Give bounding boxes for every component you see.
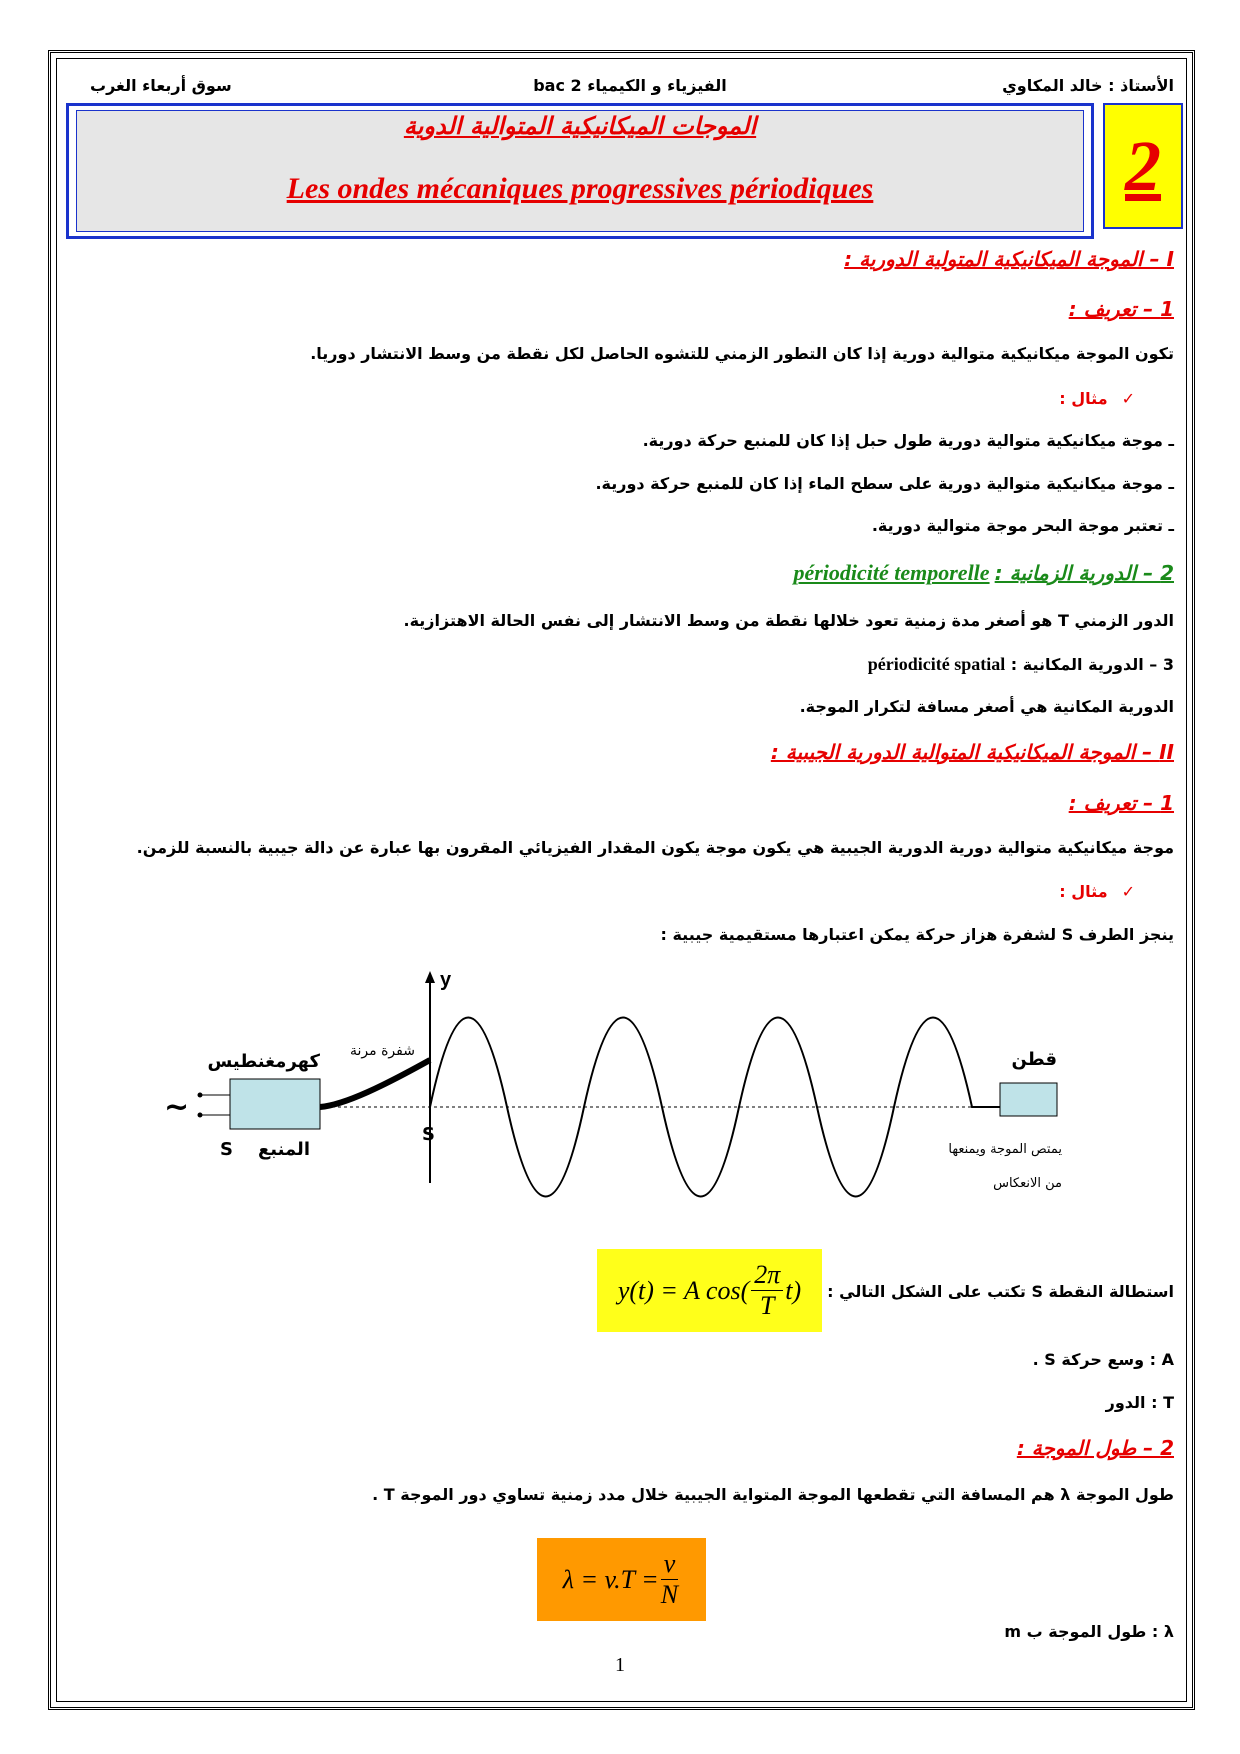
source-label: المنبع	[258, 1139, 310, 1160]
page-number: 1	[615, 1654, 625, 1676]
lesson-number: 2	[1125, 125, 1161, 206]
ac-symbol: ~	[164, 1090, 190, 1125]
formula1-fraction	[751, 1260, 783, 1321]
header-teacher: الأستاذ : خالد المكاوي	[1002, 76, 1174, 95]
y-axis-arrow-icon	[425, 971, 435, 983]
cotton-box	[1000, 1083, 1057, 1116]
wavelength-text: طول الموجة λ هم المسافة التي تقطعها الموجة المتواية الجيبية خلال مدد زمنية تساوي دور الموجة T .	[372, 1485, 1174, 1504]
cotton-label: قطن	[1011, 1049, 1057, 1070]
section-2-sub2-heading: 2 – طول الموجة :	[1016, 1436, 1174, 1460]
y-axis-label: y	[440, 969, 452, 991]
formula2-lhs: λ = v.T =	[562, 1564, 659, 1594]
lambda-definition: λ : طول الموجة ب m	[1004, 1622, 1174, 1641]
point-s-label: S	[422, 1124, 435, 1145]
elongation-text: استطالة النقطة S تكتب على الشكل التالي :	[827, 1282, 1174, 1301]
title-french: Les ondes mécaniques progressives périodiques	[286, 172, 874, 205]
period-definition: T : الدور	[1105, 1393, 1174, 1412]
section-2-example	[1059, 882, 1135, 901]
formula1-numerator: 2π	[751, 1260, 783, 1291]
example-label: مثال :	[1059, 882, 1108, 901]
section-2-example-text: ينجز الطرف S لشفرة هزاز حركة يمكن اعتبارها مستقيمية جيبية :	[660, 925, 1174, 944]
header-location: سوق أربعاء الغرب	[90, 76, 232, 95]
header-subject: الفيزياء و الكيمياء 2 bac	[533, 76, 727, 95]
terminal-icon	[198, 1113, 203, 1118]
section-1-heading: I – الموجة الميكانيكية المتولية الدورية :	[844, 247, 1174, 271]
sub3-heading-french: périodicité spatial	[867, 654, 1006, 674]
section-1-sub3-heading	[868, 654, 1174, 675]
example-item: ـ موجة ميكانيكية متوالية دورية على سطح الماء إذا كان للمنبع حركة دورية.	[595, 474, 1174, 493]
electromagnet-label: كهرمغنطيس	[207, 1051, 320, 1072]
section-1-sub2-text: الدور الزمني T هو أصغر مدة زمنية تعود خلالها نقطة من وسط الانتشار إلى نفس الحالة الاهتزازية.	[403, 611, 1174, 630]
blade-label: شفرة مرنة	[350, 1043, 415, 1059]
sub2-heading-arabic: 2 – الدورية الزمانية :	[994, 561, 1174, 585]
example-label: مثال :	[1059, 389, 1108, 408]
section-1-definition: تكون الموجة ميكانيكية متوالية دورية إذا كان التطور الزمني للتشوه الحاصل لكل نقطة من وسط الانتشار دوريا.	[310, 344, 1174, 363]
formula1-denominator: T	[760, 1291, 775, 1320]
section-1-sub3-text: الدورية المكانية هي أصغر مسافة لتكرار الموجة.	[799, 697, 1174, 716]
amplitude-definition: A : وسع حركة S .	[1032, 1350, 1174, 1369]
formula2-numerator: v	[661, 1549, 679, 1580]
absorb-text-line1: يمتص الموجة ويمنعها	[948, 1142, 1062, 1157]
checkmark-icon: ✓	[1121, 882, 1135, 901]
source-letter: S	[220, 1139, 233, 1160]
terminal-icon	[198, 1093, 203, 1098]
formula-wavelength	[537, 1538, 706, 1621]
lesson-number-box	[1103, 103, 1183, 229]
section-2-definition: موجة ميكانيكية متوالية دورية الدورية الجيبية هي يكون موجة يكون المقدار الفيزيائي المقرون بها عبارة عن دالة جيبية بالنسبة للزمن.	[136, 838, 1174, 857]
section-1-sub2-heading	[793, 560, 1174, 586]
section-2-heading: II – الموجة الميكانيكية المتوالية الدورية الجيبية :	[770, 740, 1174, 764]
checkmark-icon: ✓	[1121, 389, 1135, 408]
example-item: ـ موجة ميكانيكية متوالية دورية طول حبل إذا كان للمنبع حركة دورية.	[642, 431, 1174, 450]
sub2-heading-french: périodicité temporelle	[793, 560, 990, 585]
electromagnet-box	[230, 1079, 320, 1129]
example-item: ـ تعتبر موجة البحر موجة متوالية دورية.	[871, 516, 1174, 535]
section-2-sub1-heading: 1 – تعريف :	[1068, 791, 1174, 815]
section-1-example	[1059, 389, 1135, 408]
title-arabic: الموجات الميكانيكية المتوالية الدوية	[403, 112, 757, 140]
formula2-denominator: N	[660, 1580, 679, 1609]
absorb-text-line2: من الانعكاس	[993, 1176, 1062, 1191]
formula2-fraction	[661, 1549, 679, 1610]
formula1-lhs: y(t) = A cos(	[617, 1275, 750, 1305]
section-1-sub1-heading: 1 – تعريف :	[1068, 297, 1174, 321]
elastic-blade	[320, 1060, 430, 1107]
formula-elongation	[597, 1249, 822, 1332]
sub3-heading-arabic: 3 – الدورية المكانية :	[1010, 655, 1174, 674]
wave-diagram	[150, 955, 1100, 1255]
formula1-rhs: t)	[785, 1275, 802, 1305]
